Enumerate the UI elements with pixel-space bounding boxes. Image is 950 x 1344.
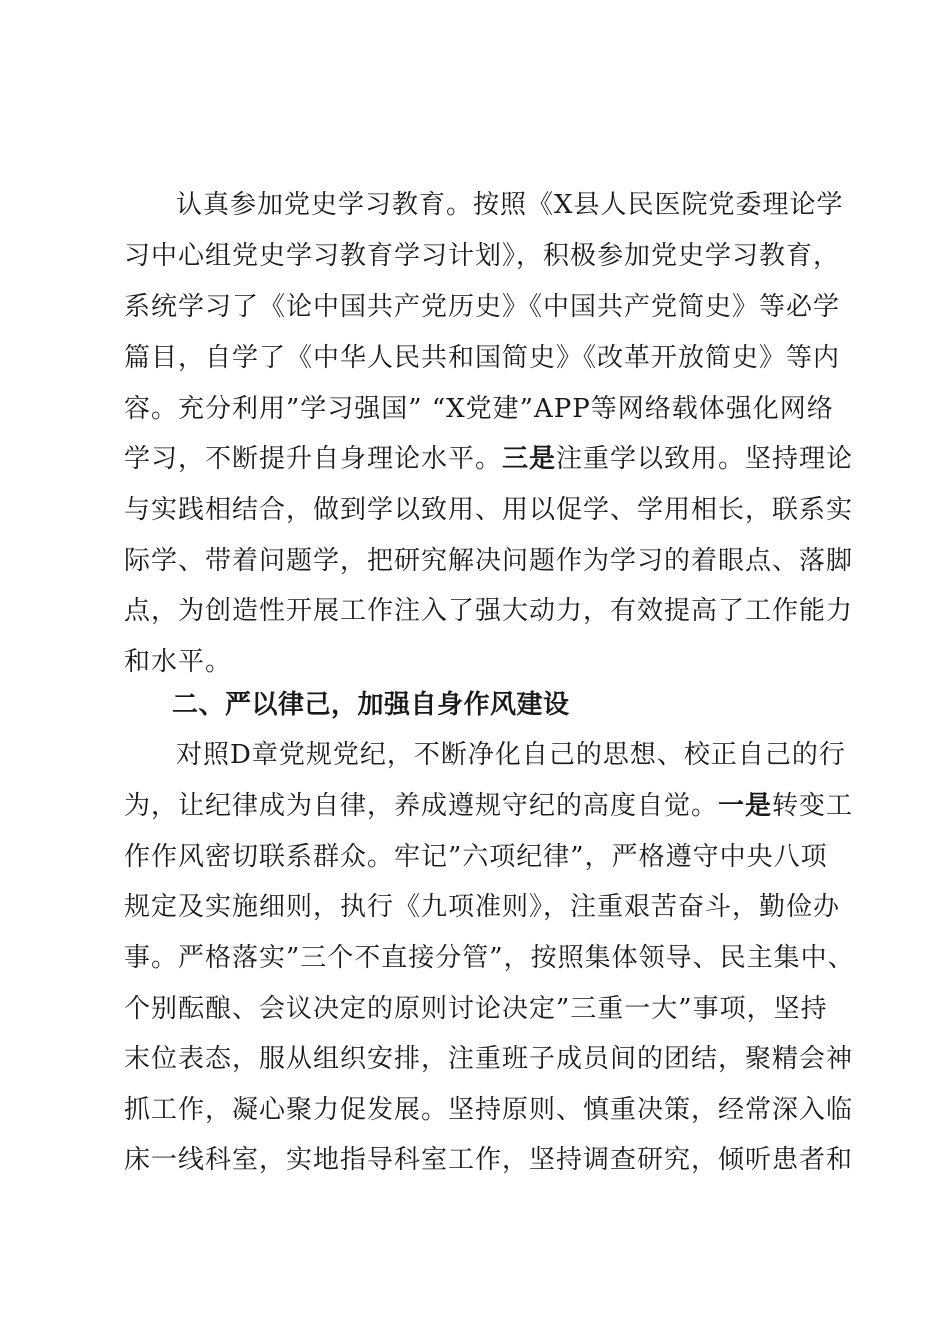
text-run: 事。严格落实”三个不直接分管”，按照集体领导、民主集中、 [124,943,855,973]
paragraph-line [176,188,844,222]
text-run: 末位表态，服从组织安排，注重班子成员间的团结，聚精会神 [124,1044,854,1074]
bold-marker: 三是 [502,444,557,474]
section-heading [172,688,570,722]
text-run: 篇目，自学了《中华人民共和国简史》《改革开放简史》等内 [124,343,841,373]
text-run: 对照D章党规党纪，不断净化自己的思想、校正自己的行 [176,740,846,770]
paragraph-line [124,941,855,975]
paragraph-line [124,341,840,375]
text-run: 规定及实施细则，执行《九项准则》，注重艰苦奋斗，勤俭办 [124,892,841,922]
bold-marker: 一是 [718,791,773,821]
paragraph-line [124,992,828,1026]
paragraph-line [124,890,840,924]
paragraph-line [124,442,853,476]
text-run: 认真参加党史学习教育。按照《X县人民医院党委理论学 [176,190,844,220]
text-run: 个别酝酿、会议决定的原则讨论决定”三重一大”事项，坚持 [124,994,828,1024]
paragraph-line [124,594,853,628]
text-run: 转变工 [772,791,854,821]
text-run: 抓工作，凝心聚力促发展。坚持原则、慎重决策，经常深入临 [124,1095,854,1125]
paragraph-line [124,1093,853,1127]
text-run: 容。充分利用”学习强国” “X党建”APP等网络载体强化网络 [124,394,834,424]
text-run: 注重学以致用。坚持理论 [556,444,854,474]
paragraph-line [124,392,834,426]
heading-text: 二、严以律己，加强自身作风建设 [172,690,570,720]
text-run: 作作风密切联系群众。牢记”六项纪律”，严格遵守中央八项 [124,842,828,872]
paragraph-line [124,789,853,823]
text-run: 系统学习了《论中国共产党历史》《中国共产党简史》等必学 [124,292,841,322]
paragraph-line [124,1143,853,1177]
paragraph-line [124,544,853,578]
paragraph-line [124,239,840,273]
text-run: 为，让纪律成为自律，养成遵规守纪的高度自觉。 [124,791,719,821]
paragraph-line [176,738,846,772]
text-run: 学习，不断提升自身理论水平。 [124,444,503,474]
paragraph-line [124,290,840,324]
text-run: 习中心组党史学习教育学习计划》，积极参加党史学习教育， [124,241,841,271]
paragraph-line [124,493,853,527]
text-run: 点，为创造性开展工作注入了强大动力，有效提高了工作能力 [124,596,854,626]
text-run: 与实践相结合，做到学以致用、用以促学、学用相长，联系实 [124,495,854,525]
paragraph-line [124,840,828,874]
text-run: 际学、带着问题学，把研究解决问题作为学习的着眼点、落脚 [124,546,854,576]
paragraph-line [124,1042,853,1076]
paragraph-line [124,645,232,679]
text-run: 和水平。 [124,647,233,677]
text-run: 床一线科室，实地指导科室工作，坚持调查研究，倾听患者和 [124,1145,854,1175]
